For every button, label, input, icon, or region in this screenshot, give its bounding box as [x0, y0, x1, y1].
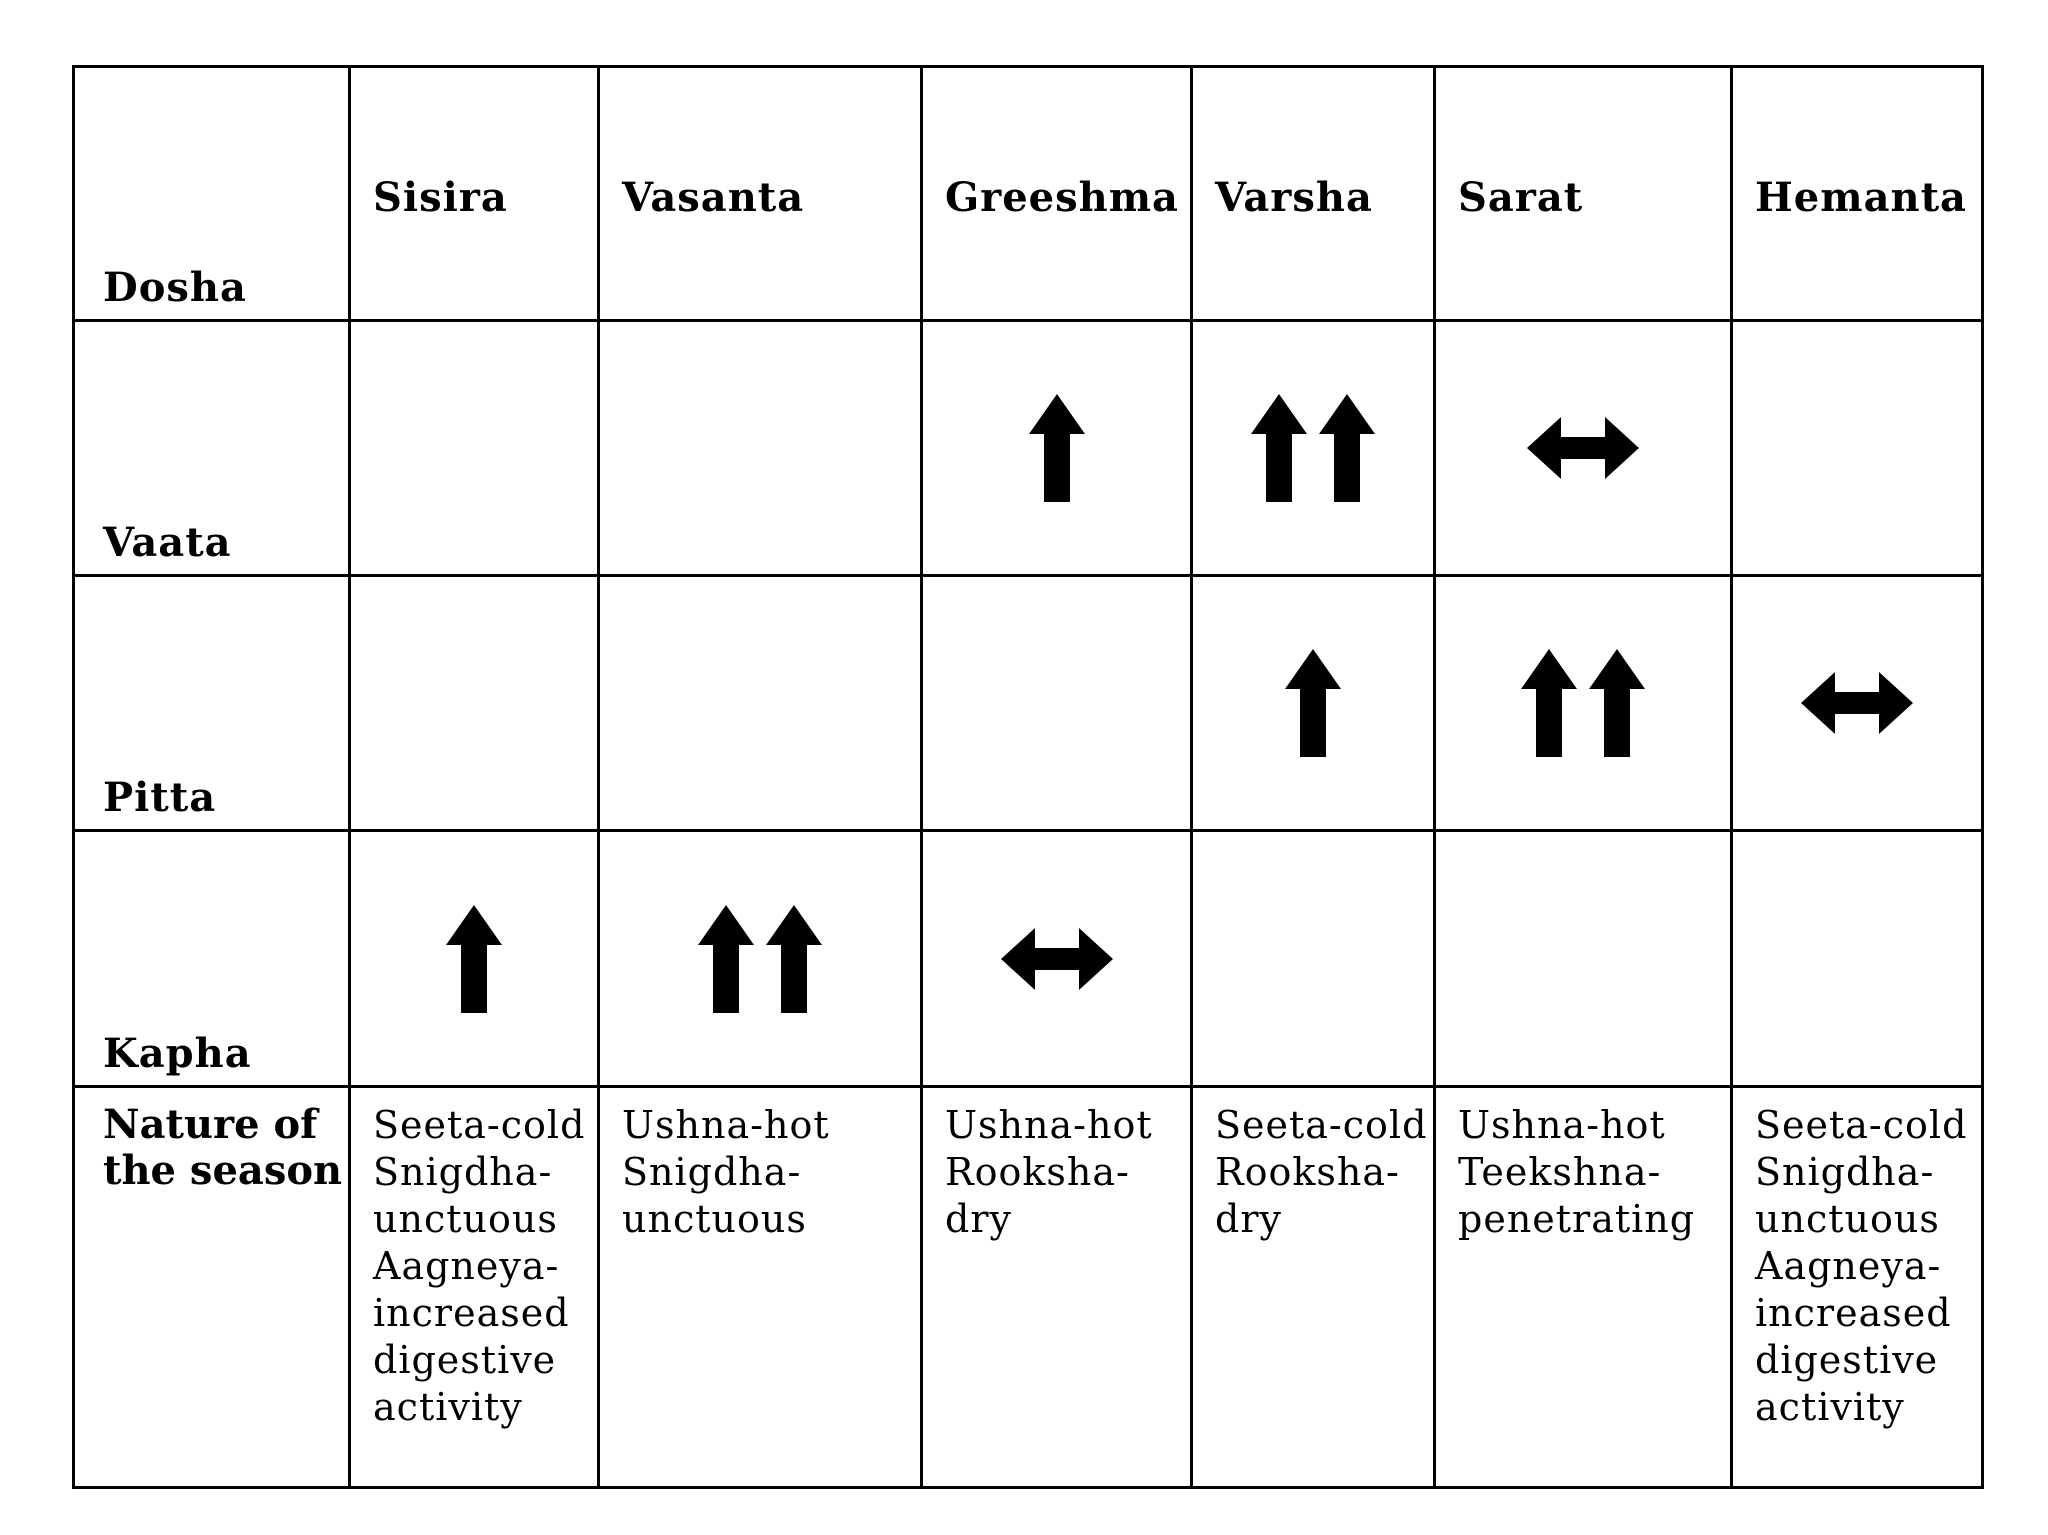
effect-cell	[1435, 576, 1732, 831]
row-label-cell	[74, 576, 350, 831]
effect-cell	[1192, 831, 1435, 1087]
up-arrow-icon	[351, 832, 597, 1085]
season-header-cell	[1732, 67, 1983, 321]
nature-label-cell	[74, 1087, 350, 1488]
effect-cell	[1192, 576, 1435, 831]
nature-cell	[350, 1087, 599, 1488]
effect-cell	[599, 831, 922, 1087]
effect-cell	[350, 576, 599, 831]
effect-cell	[1732, 321, 1983, 576]
effect-cell	[599, 321, 922, 576]
nature-cell	[599, 1087, 922, 1488]
season-header-sarat: Sarat	[1458, 174, 1584, 221]
nature-text-sisira: Seeta-cold Snigdha-unctuous Aagneya-increased digestive activity	[373, 1103, 586, 1429]
nature-text-greeshma: Ushna-hot Rooksha-dry	[945, 1103, 1153, 1241]
nature-text-vasanta: Ushna-hot Snigdha-unctuous	[622, 1103, 830, 1241]
dosha-label-pitta: Pitta	[103, 774, 217, 821]
effect-cell	[1732, 576, 1983, 831]
nature-text-hemanta: Seeta-cold Snigdha-unctuous Aagneya-increased digestive activity	[1755, 1103, 1968, 1429]
header-corner-cell	[74, 67, 350, 321]
nature-text-varsha: Seeta-cold Rooksha-dry	[1215, 1103, 1428, 1241]
effect-cell	[1192, 321, 1435, 576]
dosha-row-vaata	[74, 321, 1983, 576]
dosha-row-kapha	[74, 831, 1983, 1087]
up-arrow-icon	[923, 322, 1190, 574]
left-right-arrow-icon	[923, 832, 1190, 1085]
nature-cell	[922, 1087, 1192, 1488]
effect-cell	[350, 321, 599, 576]
dosha-label-vaata: Vaata	[103, 519, 232, 566]
season-header-varsha: Varsha	[1215, 174, 1373, 221]
effect-cell	[350, 831, 599, 1087]
left-right-arrow-icon	[1733, 577, 1981, 829]
nature-cell	[1192, 1087, 1435, 1488]
row-label-cell	[74, 831, 350, 1087]
season-header-cell	[350, 67, 599, 321]
nature-row	[74, 1087, 1983, 1488]
dosha-header-label: Dosha	[103, 264, 247, 311]
double-up-arrow-icon	[1436, 577, 1730, 829]
effect-cell	[1435, 831, 1732, 1087]
effect-cell	[1435, 321, 1732, 576]
season-header-cell	[599, 67, 922, 321]
double-up-arrow-icon	[600, 832, 920, 1085]
season-header-cell	[1192, 67, 1435, 321]
season-header-cell	[922, 67, 1192, 321]
effect-cell	[922, 576, 1192, 831]
header-row	[74, 67, 1983, 321]
dosha-season-table	[72, 65, 1984, 1489]
nature-of-season-label: Nature of the season	[103, 1101, 343, 1194]
effect-cell	[922, 321, 1192, 576]
dosha-label-kapha: Kapha	[103, 1030, 252, 1077]
left-right-arrow-icon	[1436, 322, 1730, 574]
nature-cell	[1435, 1087, 1732, 1488]
nature-cell	[1732, 1087, 1983, 1488]
season-header-cell	[1435, 67, 1732, 321]
season-header-greeshma: Greeshma	[945, 174, 1179, 221]
season-header-vasanta: Vasanta	[622, 174, 805, 221]
effect-cell	[922, 831, 1192, 1087]
season-header-hemanta: Hemanta	[1755, 174, 1967, 221]
dosha-row-pitta	[74, 576, 1983, 831]
double-up-arrow-icon	[1193, 322, 1433, 574]
up-arrow-icon	[1193, 577, 1433, 829]
row-label-cell	[74, 321, 350, 576]
effect-cell	[599, 576, 922, 831]
season-header-sisira: Sisira	[373, 174, 508, 221]
nature-text-sarat: Ushna-hot Teekshna-penetrating	[1458, 1103, 1696, 1241]
effect-cell	[1732, 831, 1983, 1087]
